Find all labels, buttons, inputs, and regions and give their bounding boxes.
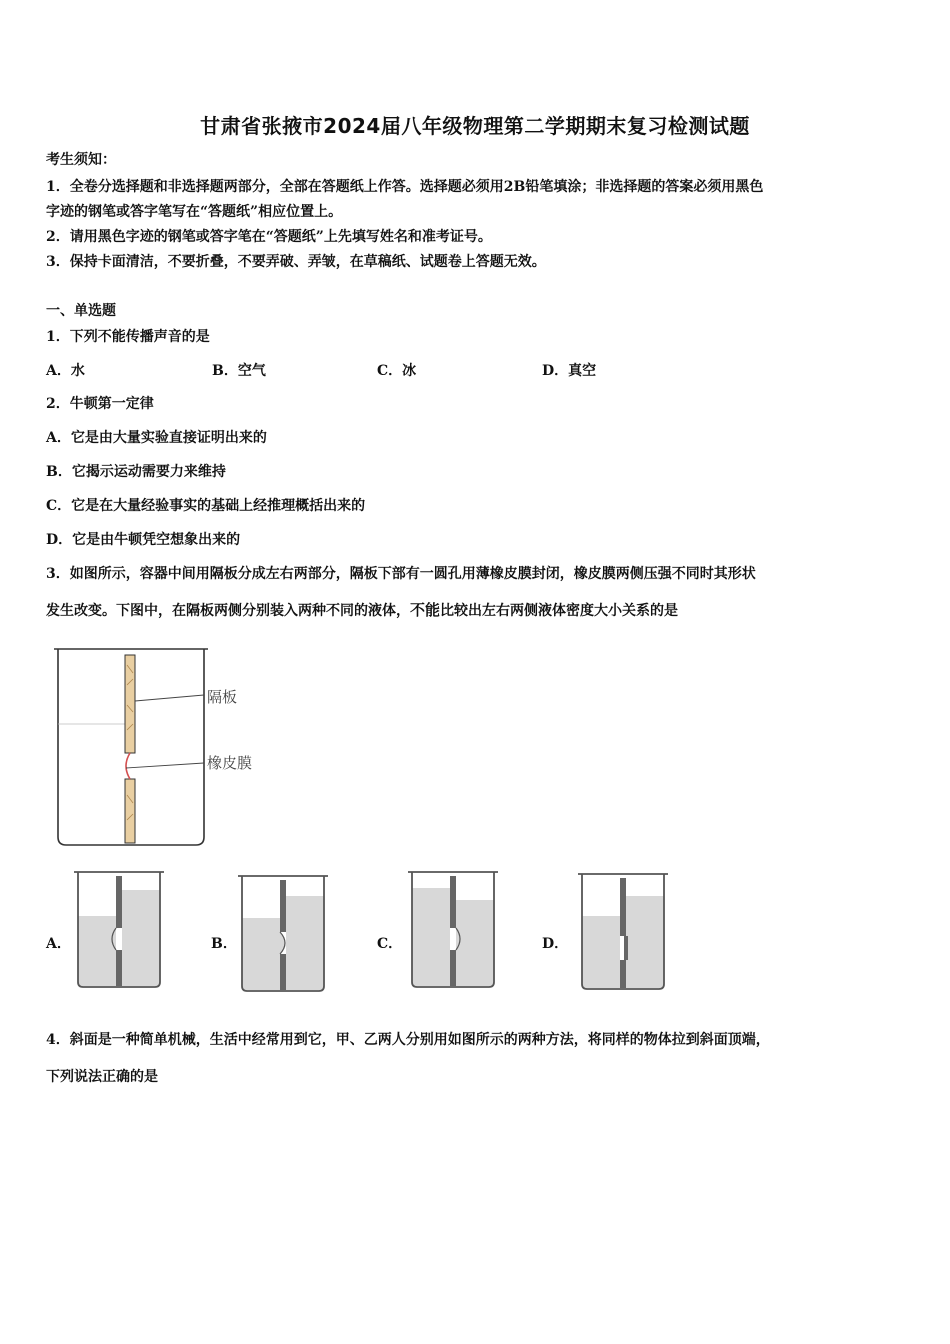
notice-item: 3．保持卡面清洁，不要折叠，不要弄破、弄皱，在草稿纸、试题卷上答题无效。	[46, 254, 546, 270]
question-1-stem: 1．下列不能传播声音的是	[46, 329, 210, 345]
q1-option-c[interactable]: C．冰	[377, 363, 417, 379]
emphasis-not: 不能	[410, 601, 441, 619]
label-membrane: 橡皮膜	[207, 754, 253, 772]
q3-option-c-figure[interactable]	[408, 870, 498, 990]
question-4-stem-line2: 下列说法正确的是	[46, 1069, 158, 1085]
stem-text: 比较出左右两侧液体密度大小关系的是	[440, 603, 679, 619]
q3-option-d-figure[interactable]	[578, 872, 668, 992]
q2-option-b[interactable]: B．它揭示运动需要力来维持	[46, 464, 226, 480]
q2-option-a[interactable]: A．它是由大量实验直接证明出来的	[46, 430, 267, 446]
stem-text: 发生改变。下图中，在隔板两侧分别装入两种不同的液体，	[46, 603, 410, 619]
q2-option-c[interactable]: C．它是在大量经验事实的基础上经推理概括出来的	[46, 498, 366, 514]
question-4-stem-line1: 4．斜面是一种简单机械，生活中经常用到它，甲、乙两人分别用如图所示的两种方法，将同样的物体拉到斜面顶端，	[46, 1032, 770, 1048]
q1-option-d[interactable]: D．真空	[542, 363, 597, 379]
q3-option-a[interactable]: A．	[46, 936, 71, 952]
page-title: 甘肃省张掖市2024届八年级物理第二学期期末复习检测试题	[200, 114, 750, 138]
notice-item: 1．全卷分选择题和非选择题两部分，全部在答题纸上作答。选择题必须用2B铅笔填涂；非选择题的答案必须用黑色	[46, 179, 764, 195]
q3-option-b[interactable]: B．	[211, 936, 237, 952]
q3-option-c[interactable]: C．	[377, 936, 403, 952]
label-partition: 隔板	[207, 688, 238, 706]
notice-item: 字迹的钢笔或答字笔写在“答题纸”相应位置上。	[46, 204, 343, 220]
notice-heading: 考生须知：	[46, 152, 116, 168]
q3-option-b-figure[interactable]	[238, 874, 328, 994]
notice-item: 2．请用黑色字迹的钢笔或答字笔在“答题纸”上先填写姓名和准考证号。	[46, 229, 492, 245]
question-3-stem-line1: 3．如图所示，容器中间用隔板分成左右两部分，隔板下部有一圆孔用薄橡皮膜封闭，橡皮膜两侧压强不同时其形状	[46, 566, 756, 582]
container-diagram	[52, 645, 212, 850]
q3-option-d[interactable]: D．	[542, 936, 569, 952]
q1-option-a[interactable]: A．水	[46, 363, 85, 379]
question-3-stem-line2	[46, 600, 678, 621]
q3-option-a-figure[interactable]	[74, 870, 164, 990]
q2-option-d[interactable]: D．它是由牛顿凭空想象出来的	[46, 532, 241, 548]
section-heading: 一、单选题	[46, 303, 116, 319]
q1-option-b[interactable]: B．空气	[212, 363, 266, 379]
question-2-stem: 2．牛顿第一定律	[46, 396, 154, 412]
